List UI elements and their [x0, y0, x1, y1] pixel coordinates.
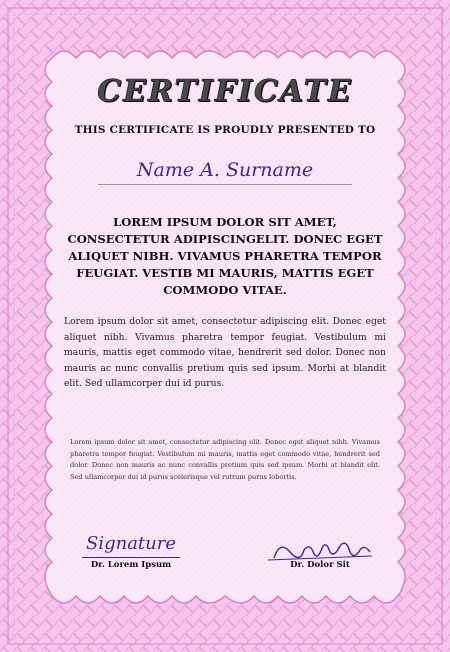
recipient-underline	[98, 184, 352, 185]
body-paragraph: Lorem ipsum dolor sit amet, consectetur adipiscing elit. Donec eget aliquet nibh. Vivamus pharetra tempor feugiat. Vestibulum mi mauris, mattis eget commodo vitae, hendrerit sed dolor. Donec non mauris ac nunc convallis pretium quis sed ipsum. Morbi at blandit elit. Sed ullamcorper dui id purus.	[64, 316, 386, 389]
signatory-name-left: Dr. Lorem Ipsum	[90, 560, 172, 570]
signature-script-left: Signature	[85, 533, 177, 554]
certificate-title: CERTIFICATE	[97, 74, 353, 109]
lead-paragraph: LOREM IPSUM DOLOR SIT AMET, CONSECTETUR ADIPISCINGELIT. DONEC EGET ALIQUET NIBH. VIVAMUS PHARETRA TEMPOR FEUGIAT. VESTIB MI MAURIS, MATTIS EGET COMMODO VITAE.	[67, 215, 383, 297]
signature-line-left	[82, 557, 180, 558]
recipient-name: Name A. Surname	[136, 159, 314, 181]
signatory-name-right: Dr. Dolor Sit	[290, 560, 350, 570]
fine-print-paragraph: Lorem ipsum dolor sit amet, consectetur adipiscing elit. Donec eget aliquet nibh. Vivamus pharetra tempor feugiat. Vestibulum mi mauris, mattis eget commodo vitae, hendrerit sed dolor. Donec non mauris ac nunc convallis pretium quis sed ipsum. Morbi at blandit elit. Sed ullamcorper dui id purus scelerisque vel rutrum purus lobortis.	[70, 438, 380, 481]
certificate-panel	[54, 60, 396, 594]
certificate-subtitle: THIS CERTIFICATE IS PROUDLY PRESENTED TO	[74, 124, 376, 136]
